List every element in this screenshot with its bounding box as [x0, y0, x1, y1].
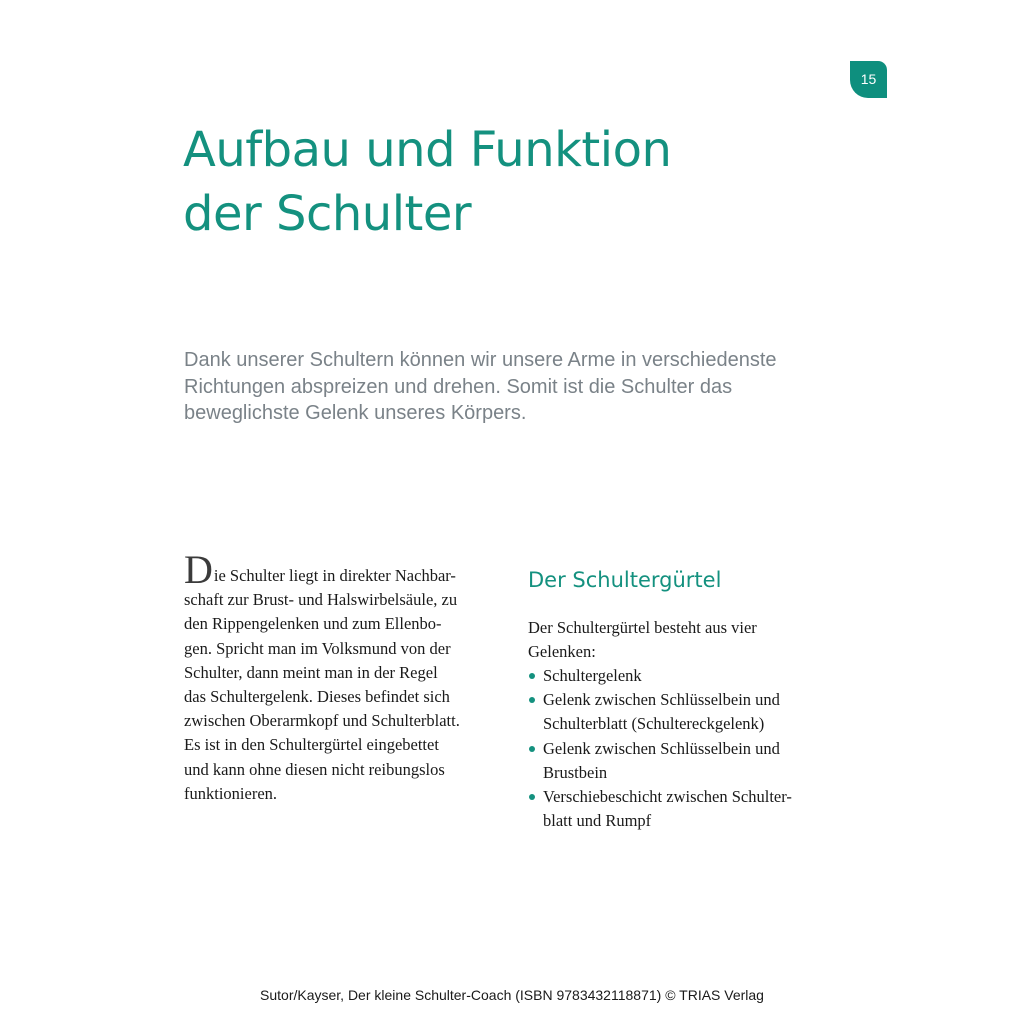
title-line: der Schulter	[183, 186, 472, 242]
body-text-column	[184, 547, 494, 806]
section-intro	[528, 616, 838, 664]
dropcap: D	[184, 547, 213, 592]
list-item-line: Schultergelenk	[543, 666, 642, 685]
list-item-line: Gelenk zwischen Schlüsselbein und	[543, 690, 780, 710]
intro-paragraph	[184, 347, 844, 427]
joint-list	[528, 664, 838, 833]
list-item-line: Brustbein	[543, 762, 608, 782]
body-line-text: ie Schulter liegt in direkter Nachbar-	[213, 566, 456, 585]
body-line: funktionieren.	[184, 783, 278, 803]
title-line: Aufbau und Funktion	[183, 122, 672, 178]
body-line	[184, 547, 494, 592]
bullet-dot-icon	[529, 794, 535, 800]
body-line: das Schultergelenk. Dieses befindet sich	[184, 687, 450, 707]
bullet-dot-icon	[529, 746, 535, 752]
page-number: 15	[860, 71, 877, 87]
section-heading: Der Schultergürtel	[528, 568, 722, 592]
list-item	[528, 688, 838, 736]
section-intro-line: Der Schultergürtel besteht aus vier	[528, 618, 757, 637]
bullet-dot-icon	[529, 697, 535, 703]
page-number-badge	[850, 61, 887, 98]
list-item-line: blatt und Rumpf	[543, 811, 652, 831]
body-line: und kann ohne diesen nicht reibungslos	[184, 759, 445, 779]
page-footer: Sutor/Kayser, Der kleine Schulter-Coach (ISBN 9783432118871) © TRIAS Verlag	[260, 987, 764, 1003]
list-item-line: Verschiebeschicht zwischen Schulter-	[543, 787, 792, 807]
body-line: schaft zur Brust- und Halswirbelsäule, zu	[184, 590, 458, 610]
section-intro-line: Gelenken:	[528, 642, 596, 662]
list-item	[528, 737, 838, 785]
intro-line: beweglichste Gelenk unseres Körpers.	[184, 402, 527, 424]
list-item	[528, 664, 838, 688]
list-item-line: Schulterblatt (Schultereckgelenk)	[543, 714, 765, 734]
body-line: zwischen Oberarmkopf und Schulterblatt.	[184, 711, 460, 731]
list-item-line: Gelenk zwischen Schlüsselbein und	[543, 738, 780, 758]
bullet-dot-icon	[529, 673, 535, 679]
page-title	[183, 118, 823, 246]
intro-line: Dank unserer Schultern können wir unsere Arme in verschiedenste	[184, 349, 777, 371]
list-item	[528, 785, 838, 833]
intro-line: Richtungen abspreizen und drehen. Somit ist die Schulter das	[184, 375, 733, 398]
body-line: Schulter, dann meint man in der Regel	[184, 662, 438, 682]
body-line: gen. Spricht man im Volksmund von der	[184, 638, 451, 658]
body-line: den Rippengelenken und zum Ellenbo-	[184, 614, 442, 634]
body-line: Es ist in den Schultergürtel eingebettet	[184, 735, 439, 755]
